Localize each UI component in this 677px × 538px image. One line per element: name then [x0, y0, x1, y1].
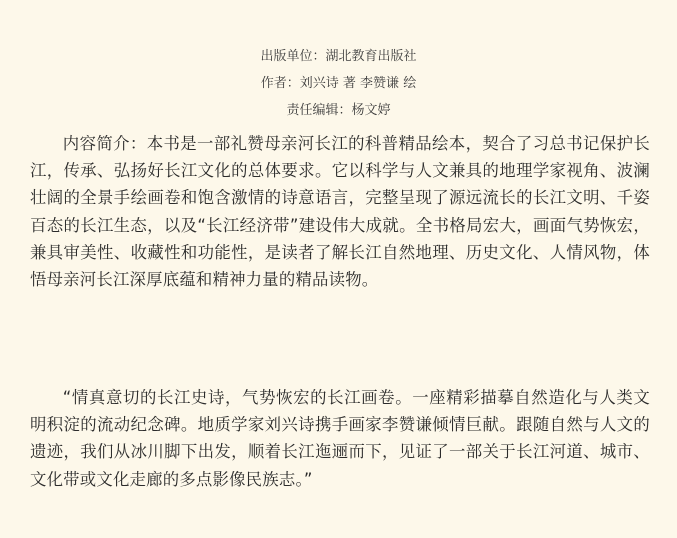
publisher-line: 出版单位：湖北教育出版社 [260, 49, 417, 64]
editor-line: 责任编辑：杨文婷 [286, 103, 391, 118]
quote-paragraph: “情真意切的长江史诗，气势恢宏的长江画卷。一座精彩描摹自然造化与人类文明积淀的流动纪念碑。地质学家刘兴诗携手画家李赞谦倾情巨献。跟随自然与人文的遗迹，我们从冰川脚下出发，顺着长江迤逦而下，见证了一部关于长江河道、城市、文化带或文化走廊的多点影像民族志。” [30, 388, 650, 489]
authors-line: 作者：刘兴诗 著 李赞谦 绘 [260, 76, 417, 91]
summary-paragraph: 内容简介：本书是一部礼赞母亲河长江的科普精品绘本，契合了习总书记保护长江，传承、弘扬好长江文化的总体要求。它以科学与人文兼具的地理学家视角、波澜壮阔的全景手绘画卷和饱含激情的诗意语言，完整呈现了源远流长的长江文明、千姿百态的长江生态，以及“长江经济带”建设伟大成就。全书格局宏大，画面气势恢宏，兼具审美性、收藏性和功能性，是读者了解长江自然地理、历史文化、人情风物，体悟母亲河长江深厚底蕴和精神力量的精品读物。 [30, 134, 650, 290]
book-info [0, 48, 677, 129]
